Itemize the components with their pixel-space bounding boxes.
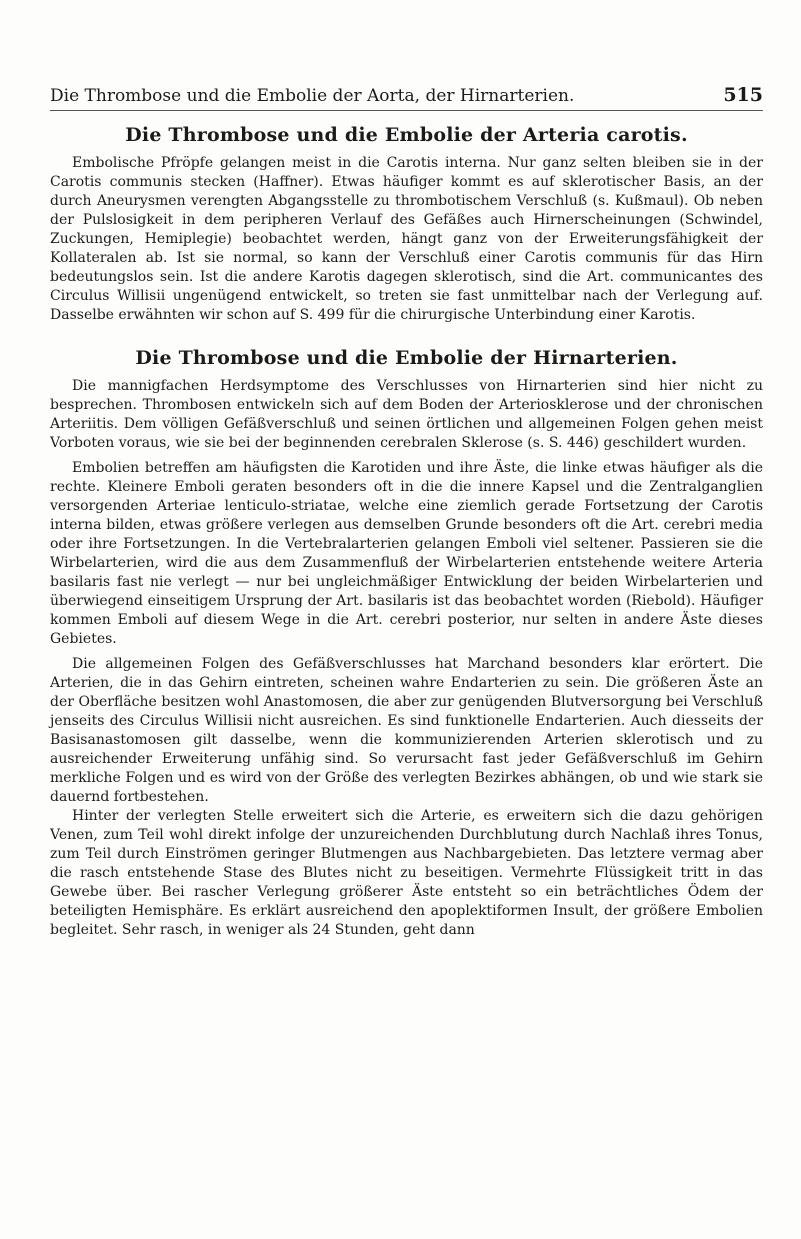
paragraph: Die mannigfachen Herdsymptome des Verschlusses von Hirnarterien sind hier nicht zu besprechen. Thrombosen entwickeln sich auf dem Boden der Arteriosklerose und der chronischen Arteriitis. Dem völligen Gefäßverschluß und seinen örtlichen und allgemeinen Folgen gehen meist Vorboten voraus, wie sie bei der beginnenden cerebralen Sklerose (s. S. 446) geschildert wurden. bbox=[50, 378, 763, 451]
paragraph: Die allgemeinen Folgen des Gefäßverschlusses hat Marchand besonders klar erörtert. Die Arterien, die in das Gehirn eintreten, scheinen wahre Endarterien zu sein. Die größeren Äste an der Oberfläche besitzen wohl Anastomosen, die aber zur genügenden Blutversorgung bei Verschluß jenseits des Circulus Willisii nicht ausreichen. Es sind funktionelle Endarterien. Auch diesseits der Basisanastomosen gilt dasselbe, wenn die kommunizierenden Arterien sklerotisch und zu ausreichender Erweiterung unfähig sind. So verursacht fast jeder Gefäßverschluß im Gehirn merkliche Folgen und es wird von der Größe des verlegten Bezirkes abhängen, ob und wie stark sie dauernd fortbestehen. bbox=[50, 656, 763, 805]
paragraph: Embolische Pfröpfe gelangen meist in die Carotis interna. Nur ganz selten bleiben sie in der Carotis communis stecken (Haffner). Etwas häufiger kommt es auf sklerotischer Basis, an der durch Aneurysmen verengten Abgangsstelle zu thrombotischem Verschluß (s. Kußmaul). Ob neben der Pulslosigkeit in dem peripheren Verlauf des Gefäßes auch Hirnerscheinungen (Schwindel, Zuckungen, Hemiplegie) beobachtet werden, hängt ganz von der Erweiterungsfähigkeit der Kollateralen ab. Ist sie normal, so kann der Verschluß einer Carotis communis für das Hirn bedeutungslos sein. Ist die andere Karotis dagegen sklerotisch, sind die Art. communicantes des Circulus Willisii ungenügend entwickelt, so treten sie fast unmittelbar nach der Verlegung auf. Dasselbe erwähnten wir schon auf S. 499 für die chirurgische Unterbindung einer Karotis. bbox=[50, 155, 763, 323]
section-heading-carotis: Die Thrombose und die Embolie der Arteria carotis. bbox=[125, 124, 688, 146]
running-head-title: Die Thrombose und die Embolie der Aorta, der Hirnarterien. bbox=[50, 86, 575, 106]
page-number: 515 bbox=[723, 84, 763, 106]
page-body bbox=[50, 126, 763, 940]
paragraph: Embolien betreffen am häufigsten die Karotiden und ihre Äste, die linke etwas häufiger als die rechte. Kleinere Emboli geraten besonders oft in die die innere Kapsel und die Zentralganglien versorgenden Arteriae lenticulo-striatae, welche eine ziemlich gerade Fortsetzung der Carotis interna bilden, etwas größere verlegen aus demselben Grunde besonders oft die Art. cerebri media oder ihre Fortsetzungen. In die Vertebralarterien gelangen Emboli viel seltener. Passieren sie die Wirbelarterien, wird die aus dem Zusammenfluß der Wirbelarterien entstehende weitere Arteria basilaris fast nie verlegt — nur bei ungleichmäßiger Entwicklung der beiden Wirbelarterien und überwiegend einseitigem Ursprung der Art. basilaris ist das beobachtet worden (Riebold). Häufiger kommen Emboli auf diesem Wege in die Art. cerebri posterior, nur selten in andere Äste dieses Gebietes. bbox=[50, 460, 763, 647]
running-head bbox=[50, 76, 763, 111]
paragraph: Hinter der verlegten Stelle erweitert sich die Arterie, es erweitern sich die dazu gehörigen Venen, zum Teil wohl direkt infolge der unzureichenden Durchblutung durch Nachlaß ihres Tonus, zum Teil durch Einströmen geringer Blutmengen aus Nachbargebieten. Das letztere vermag aber die rasch entstehende Stase des Blutes nicht zu beseitigen. Vermehrte Flüssigkeit tritt in das Gewebe über. Bei rascher Verlegung größerer Äste entsteht so ein beträchtliches Ödem der beteiligten Hemisphäre. Es erklärt ausreichend den apoplektiformen Insult, der größere Embolien begleitet. Sehr rasch, in weniger als 24 Stunden, geht dann bbox=[50, 808, 763, 938]
section-heading-hirnarterien: Die Thrombose und die Embolie der Hirnarterien. bbox=[135, 347, 678, 369]
